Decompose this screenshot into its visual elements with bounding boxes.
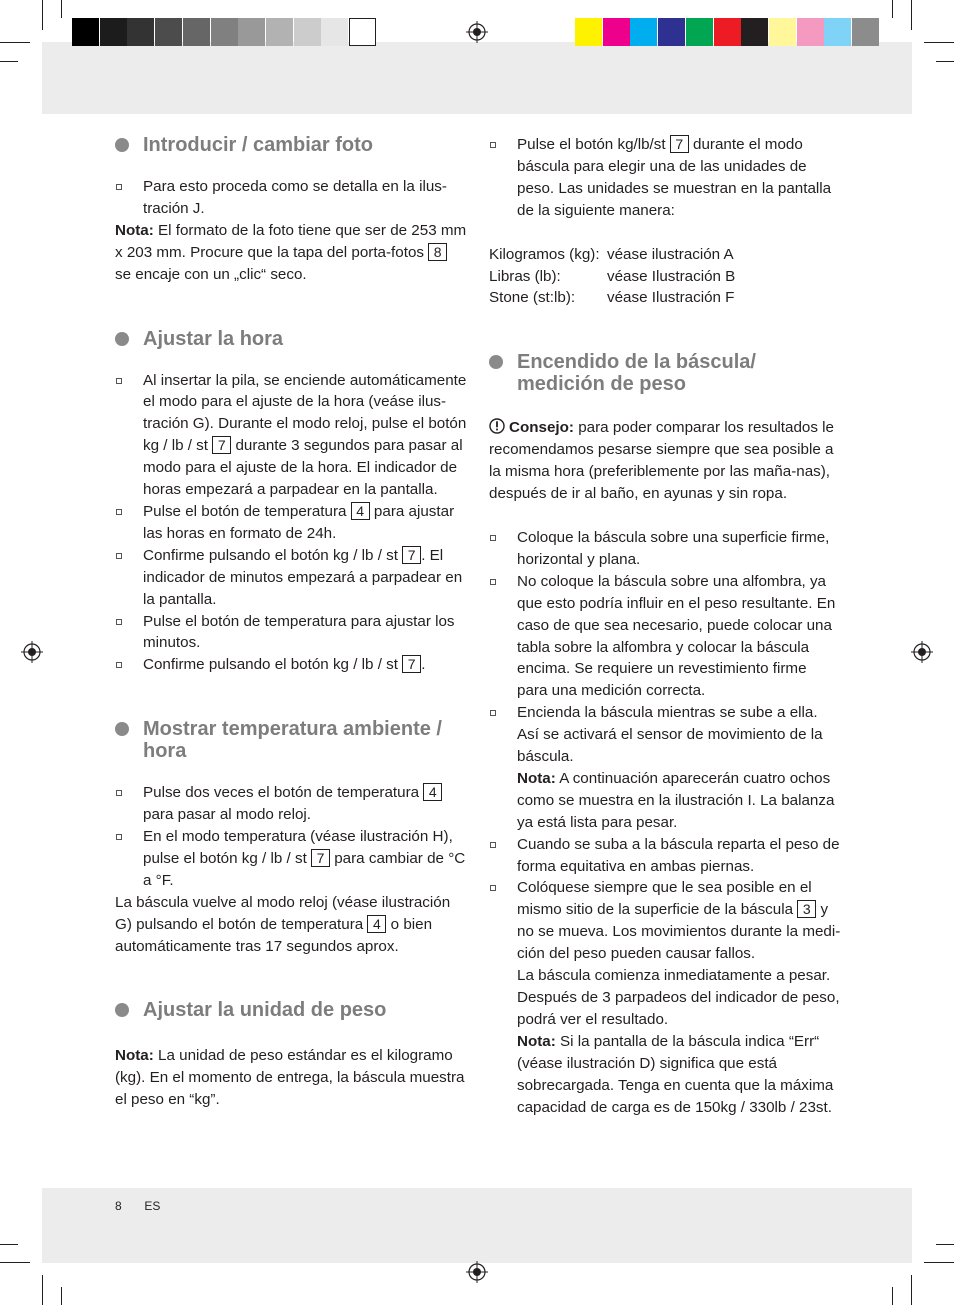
part-number-badge: 4 [351, 502, 370, 520]
registration-mark-icon [21, 641, 43, 663]
crop-mark [936, 61, 954, 62]
list-item: Pulse el botón de temperatura para ajustar los minutos. [115, 611, 467, 655]
part-number-badge: 8 [428, 243, 447, 261]
unit-row: Kilogramos (kg): véase ilustración A [489, 245, 734, 263]
registration-mark-icon [911, 641, 933, 663]
note: Nota: La unidad de peso estándar es el kilogramo (kg). En el momento de entrega, la báscula muestra el peso en “kg”. [115, 1047, 465, 1109]
part-number-badge: 7 [212, 436, 231, 454]
part-number-badge: 7 [670, 135, 689, 153]
crop-mark [936, 1244, 954, 1245]
color-swatch [127, 18, 154, 46]
section-title: Ajustar la unidad de peso [115, 999, 467, 1021]
crop-mark [61, 1287, 62, 1305]
warning-icon [489, 418, 505, 434]
bullet-dot-icon [489, 355, 503, 369]
bullet-dot-icon [115, 332, 129, 346]
crop-mark [911, 1275, 912, 1305]
part-number-badge: 7 [311, 849, 330, 867]
color-swatch [797, 18, 824, 46]
registration-mark-icon [466, 1261, 488, 1283]
crop-mark [924, 42, 954, 43]
color-swatch [575, 18, 602, 46]
part-number-badge: 7 [402, 655, 421, 673]
list-item: Pulse el botón kg/lb/st 7 durante el modo báscula para elegir una de las unidades de peso. Las unidades se muestran en la pantalla de la siguiente manera: [489, 134, 841, 222]
checkbox-bullet-icon [490, 142, 496, 148]
color-swatch [211, 18, 238, 46]
color-swatch [294, 18, 321, 46]
color-swatch [349, 18, 376, 46]
section-title: Encendido de la báscula/ medición de peso [489, 351, 841, 395]
list-item: Pulse dos veces el botón de temperatura 4 para pasar al modo reloj. [115, 782, 467, 826]
color-swatch [686, 18, 713, 46]
color-swatch [658, 18, 685, 46]
checkbox-bullet-icon [490, 842, 496, 848]
crop-mark [0, 42, 30, 43]
list-item: Cuando se suba a la báscula reparta el peso de forma equitativa en ambas piernas. [489, 834, 841, 878]
color-swatch [769, 18, 796, 46]
list-item: Encienda la báscula mientras se sube a ella. Así se activará el sensor de movimiento de la báscula. Nota: A continuación aparecerán cuatro ochos como se muestra en la ilustración I. La balanza ya está lista para pesar. [489, 702, 841, 833]
checkbox-bullet-icon [116, 619, 122, 625]
checkbox-bullet-icon [490, 535, 496, 541]
registration-mark-icon [466, 21, 488, 43]
list-item: Para esto proceda como se detalla en la ilus-tración J. [115, 176, 467, 220]
part-number-badge: 3 [797, 900, 816, 918]
part-number-badge: 4 [423, 783, 442, 801]
color-swatch [741, 18, 768, 46]
color-swatch [603, 18, 630, 46]
page-number: 8 [115, 1199, 122, 1213]
footer-band [42, 1188, 912, 1263]
paragraph: La báscula vuelve al modo reloj (véase ilustración G) pulsando el botón de temperatura 4 o bien automáticamente tras 17 segundos aprox. [115, 893, 451, 955]
color-swatch [183, 18, 210, 46]
color-swatch [852, 18, 879, 46]
checkbox-bullet-icon [116, 184, 122, 190]
checkbox-bullet-icon [116, 553, 122, 559]
checkbox-bullet-icon [490, 885, 496, 891]
header-band [42, 42, 912, 114]
list-item: Coloque la báscula sobre una superficie firme, horizontal y plana. [489, 527, 841, 571]
color-swatch [714, 18, 741, 46]
list-item: Pulse el botón de temperatura 4 para ajustar las horas en formato de 24h. [115, 501, 467, 545]
crop-mark [911, 0, 912, 30]
color-swatch [238, 18, 265, 46]
color-swatch [321, 18, 348, 46]
bullet-dot-icon [115, 1003, 129, 1017]
part-number-badge: 7 [402, 546, 421, 564]
unit-row: Libras (lb): véase Ilustración B [489, 267, 736, 285]
checkbox-bullet-icon [116, 662, 122, 668]
checkbox-bullet-icon [116, 378, 122, 384]
color-swatch [824, 18, 851, 46]
list-item: No coloque la báscula sobre una alfombra, ya que esto podría influir en el peso resultante. En caso de que sea necesario, puede colocar una tabla sobre la alfombra y colocar la báscula encima. Se requiere un revestimiento firme para una medición correcta. [489, 571, 841, 702]
list-item: En el modo temperatura (véase ilustración H), pulse el botón kg / lb / st 7 para cambiar de °C a °F. [115, 826, 467, 892]
checkbox-bullet-icon [116, 790, 122, 796]
color-swatch [266, 18, 293, 46]
checkbox-bullet-icon [116, 509, 122, 515]
language-code: ES [144, 1199, 161, 1213]
list-item: Colóquese siempre que le sea posible en el mismo sitio de la superficie de la báscula 3 y no se mueva. Los movimientos durante la medi-ción del peso pueden causar fallos. La báscula comienza inmediatamente a pesar. Después de 3 parpadeos del indicador de peso, podrá ver el resultado. Nota: Si la pantalla de la báscula indica “Err“ (véase ilustración D) significa que está sobrecargada. Tenga en cuenta que la máxima capacidad de carga es de 150kg / 330lb / 23st. [489, 877, 841, 1118]
crop-mark [0, 1262, 30, 1263]
page-footer [115, 1198, 160, 1214]
crop-mark [42, 0, 43, 30]
left-column [115, 134, 467, 1111]
crop-mark [61, 0, 62, 18]
part-number-badge: 4 [367, 915, 386, 933]
crop-mark [924, 1262, 954, 1263]
section-title: Mostrar temperatura ambiente / hora [115, 718, 467, 762]
bullet-dot-icon [115, 722, 129, 736]
tip: Consejo: para poder comparar los resultados le recomendamos pesarse siempre que sea posible a la misma hora (preferiblemente por las maña-nas), después de ir al baño, en ayunas y sin ropa. [489, 419, 834, 503]
section-title: Ajustar la hora [115, 328, 467, 350]
list-item: Confirme pulsando el botón kg / lb / st 7 . El indicador de minutos empezará a parpadear en la pantalla. [115, 545, 467, 611]
section-title: Introducir / cambiar foto [115, 134, 467, 156]
checkbox-bullet-icon [116, 834, 122, 840]
unit-row: Stone (st:lb): véase Ilustración F [489, 289, 735, 307]
checkbox-bullet-icon [490, 579, 496, 585]
crop-mark [0, 1244, 18, 1245]
bullet-dot-icon [115, 138, 129, 152]
color-swatch [630, 18, 657, 46]
crop-mark [892, 0, 893, 18]
checkbox-bullet-icon [490, 710, 496, 716]
crop-mark [0, 61, 18, 62]
list-item: Al insertar la pila, se enciende automáticamente el modo para el ajuste de la hora (veáse ilus-tración G). Durante el modo reloj, pulse el botón kg / lb / st 7 durante 3 segundos para pasar al modo para el ajuste de la hora. El indicador de horas empezará a parpadear en la pantalla. [115, 370, 467, 501]
right-column [489, 134, 841, 1118]
crop-mark [892, 1287, 893, 1305]
note: Nota: El formato de la foto tiene que ser de 253 mm x 203 mm. Procure que la tapa del porta-fotos 8 se encaje con un „clic“ seco. [115, 221, 467, 283]
list-item: Confirme pulsando el botón kg / lb / st 7 . [115, 654, 467, 676]
color-swatch [155, 18, 182, 46]
crop-mark [42, 1275, 43, 1305]
color-swatch [100, 18, 127, 46]
color-swatch [72, 18, 99, 46]
